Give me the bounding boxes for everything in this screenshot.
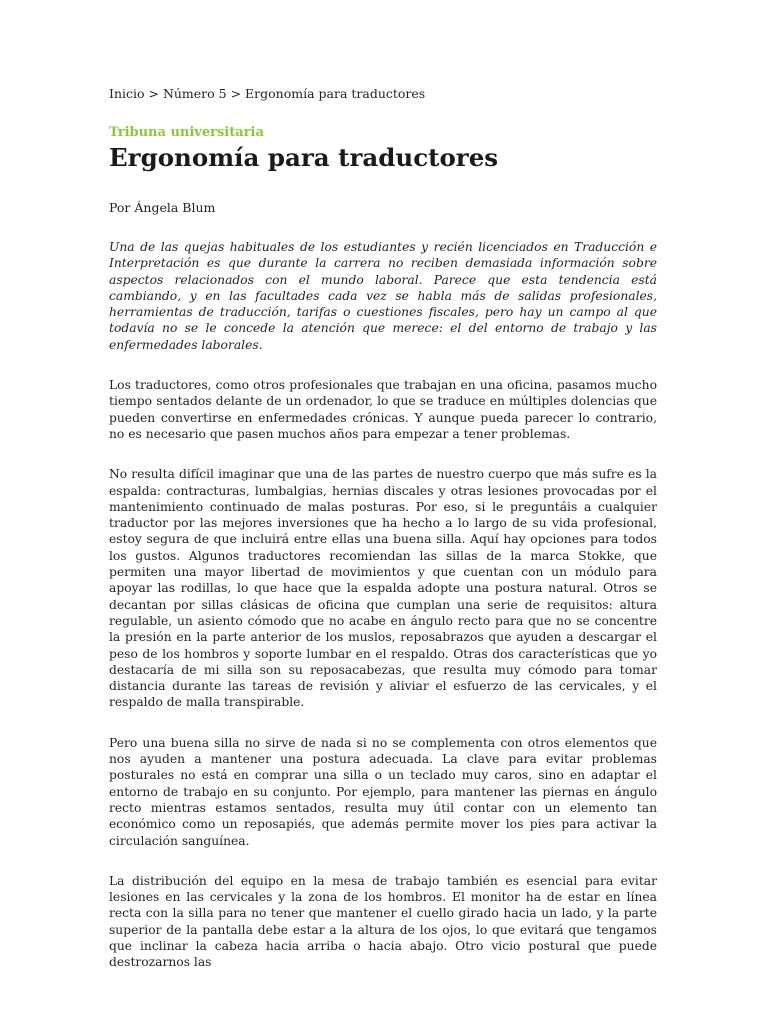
breadcrumb-issue[interactable]: Número 5 bbox=[162, 86, 227, 101]
article-paragraph: La distribución del equipo en la mesa de trabajo también es esencial para evitar lesiones en las cervicales y la zona de los hombros. El monitor ha de estar en línea recta con la silla para no tener que mantener el cuello girado hacia un lado, y la parte superior de la pantalla debe estar a la altura de los ojos, lo que evitará que tengamos que inclinar la cabeza hacia arriba o hacia abajo. Otro vicio postural que puede destrozarnos las bbox=[109, 873, 657, 970]
breadcrumb-separator: > bbox=[144, 86, 163, 101]
section-label: Tribuna universitaria bbox=[109, 125, 264, 140]
article-paragraph: No resulta difícil imaginar que una de las partes de nuestro cuerpo que más sufre es la espalda: contracturas, lumbalgias, hernias discales y otras lesiones provocadas por el mantenimiento continuado de malas posturas. Por eso, si le preguntáis a cualquier traductor por las mejores inversiones que ha hecho a lo largo de su vida profesional, estoy segura de que incluirá entre ellas una buena silla. Aquí hay opciones para todos los gustos. Algunos traductores recomiendan las sillas de la marca Stokke, que permiten una mayor libertad de movimientos y que cuentan con un módulo para apoyar las rodillas, lo que hace que la espalda adopte una postura natural. Otros se decantan por sillas clásicas de oficina que cumplan una serie de requisitos: altura regulable, un asiento cómodo que no acabe en ángulo recto para que no se concentre la presión en la parte anterior de los muslos, reposabrazos que ayuden a descargar el peso de los hombros y soporte lumbar en el respaldo. Otras dos características que yo destacaría de mi silla son su reposacabezas, que resulta muy cómodo para tomar distancia durante las tareas de revisión y aliviar el esfuerzo de las cervicales, y el respaldo de malla transpirable. bbox=[109, 467, 657, 710]
breadcrumb bbox=[109, 86, 657, 102]
breadcrumb-current: Ergonomía para traductores bbox=[245, 86, 426, 101]
breadcrumb-home[interactable]: Inicio bbox=[109, 86, 145, 101]
article-paragraph: Los traductores, como otros profesionales que trabajan en una oficina, pasamos mucho tiempo sentados delante de un ordenador, lo que se traduce en múltiples dolencias que pueden convertirse en enfermedades crónicas. Y aunque pueda parecer lo contrario, no es necesario que pasen muchos años para empezar a tener problemas. bbox=[109, 378, 657, 441]
article-paragraph: Pero una buena silla no sirve de nada si no se complementa con otros elementos que nos ayuden a mantener una postura adecuada. La clave para evitar problemas posturales no está en comprar una silla o un teclado muy caros, sino en adaptar el entorno de trabajo en su conjunto. Por ejemplo, para mantener las piernas en ángulo recto mientras estamos sentados, resulta muy útil contar con un elemento tan económico como un reposapiés, que además permite mover los pies para activar la circulación sanguínea. bbox=[109, 735, 657, 848]
article-lead: Una de las quejas habituales de los estudiantes y recién licenciados en Traducción e Interpretación es que durante la carrera no reciben demasiada información sobre aspectos relacionados con el mundo laboral. Parece que esta tendencia está cambiando, y en las facultades cada vez se habla más de salidas profesionales, herramientas de traducción, tarifas o cuestiones fiscales, pero hay un campo al que todavía no se le concede la atención que merece: el del entorno de trabajo y las enfermedades laborales. bbox=[109, 240, 657, 352]
document-page bbox=[109, 86, 657, 971]
article-author: Por Ángela Blum bbox=[109, 200, 216, 215]
breadcrumb-separator: > bbox=[226, 86, 246, 101]
article-title: Ergonomía para traductores bbox=[109, 143, 499, 172]
